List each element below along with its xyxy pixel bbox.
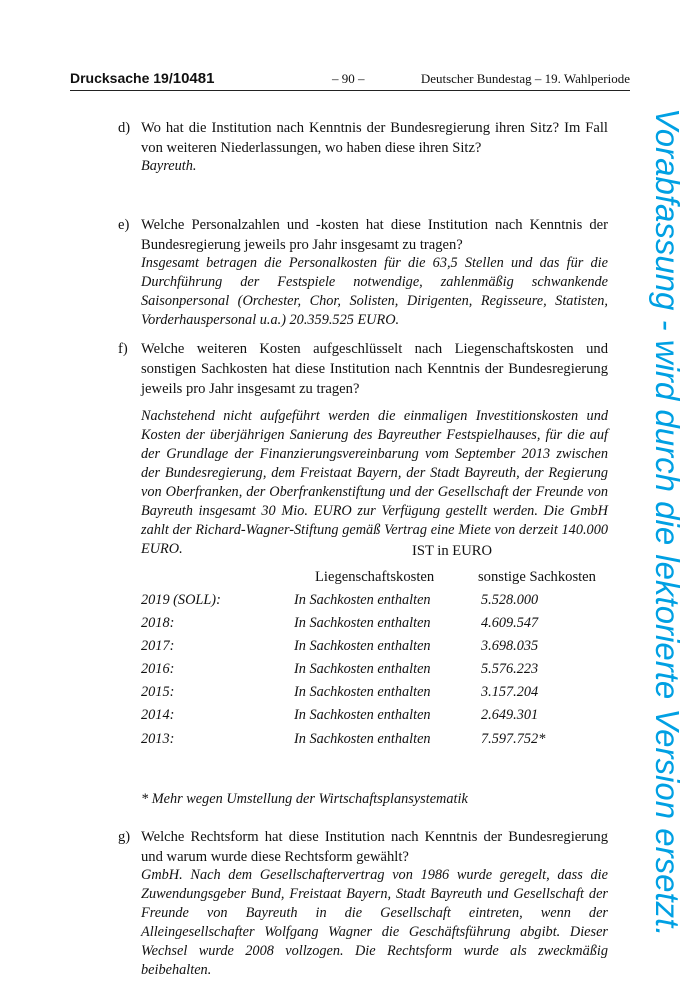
question-g [118, 827, 608, 867]
sach-cell: 3.698.035 [481, 638, 539, 654]
doc-label: Drucksache 19/ [70, 70, 173, 86]
table-row [141, 707, 581, 727]
sach-cell: 5.528.000 [481, 592, 539, 608]
publisher-line: Deutscher Bundestag – 19. Wahlperiode [420, 71, 630, 86]
year-cell: 2016: [141, 661, 175, 677]
table-row [141, 615, 581, 635]
question-text: Wo hat die Institution nach Kenntnis der Bundesregierung ihren Sitz? Im Fall von weiteren Niederlassungen, wo haben diese ihren Sitz? [141, 120, 608, 156]
question-d [118, 118, 608, 158]
liegenschaft-cell: In Sachkosten enthalten [294, 731, 431, 747]
doc-number: 10481 [172, 70, 215, 87]
question-text: Welche Rechtsform hat diese Institution nach Kenntnis der Bundesregierung und warum wurde diese Rechtsform gewählt? [141, 829, 608, 865]
answer-g: GmbH. Nach dem Gesellschaftervertrag von 1986 wurde geregelt, dass die Zuwendungsgeber Bund, Freistaat Bayern, Stadt Bayreuth und Gesellschaft der Freunde von Bayreuth in die Gesellschaft eintreten, wenn der Alleingesellschafter Wolfgang Wagner die Geschäftsführung abgibt. Dieser Wechsel wurde 2008 vollzogen. Die Rechtsform wurde als zweckmäßig beibehalten. [141, 867, 608, 978]
liegenschaft-cell: In Sachkosten enthalten [294, 661, 431, 677]
year-cell: 2019 (SOLL): [141, 592, 221, 608]
question-label: e) [118, 217, 130, 233]
sach-cell: 7.597.752* [481, 731, 546, 747]
answer-f: Nachstehend nicht aufgeführt werden die einmaligen Investitionskosten und Kosten der überjährigen Sanierung des Bayreuther Festspielhauses, für die auf der Grundlage der Finanzierungsvereinbarung vom September 2013 zwischen der Bundesregierung, dem Freistaat Bayern, der Stadt Bayreuth, der Regierung von Oberfranken, der Oberfrankenstiftung und der Gesellschaft der Freunde von Bayreuth insgesamt 30 Mio. EURO zur Verfügung gestellt werden. Die GmbH zahlt der Richard-Wagner-Stiftung gemäß Vertrag eine Miete von derzeit 140.000 EURO. [141, 408, 608, 557]
answer-d: Bayreuth. [141, 158, 197, 174]
table-row [141, 684, 581, 704]
question-label: d) [118, 120, 131, 136]
table-row [141, 731, 581, 751]
answer-e: Insgesamt betragen die Personalkosten für die 63,5 Stellen und das für die Durchführung der Festspiele notwendige, zahlenmäßig schwankende Saisonpersonal (Orchester, Chor, Solisten, Dirigenten, Regisseure, Statisten, Vorderhauspersonal u.a.) 20.359.525 EURO. [141, 255, 608, 328]
liegenschaft-cell: In Sachkosten enthalten [294, 615, 431, 631]
table-row [141, 661, 581, 681]
table-row [141, 592, 581, 612]
liegenschaft-cell: In Sachkosten enthalten [294, 638, 431, 654]
page-header [70, 70, 630, 90]
year-cell: 2018: [141, 615, 175, 631]
sach-cell: 2.649.301 [481, 707, 539, 723]
question-e [118, 215, 608, 255]
liegenschaft-cell: In Sachkosten enthalten [294, 684, 431, 700]
question-text: Welche weiteren Kosten aufgeschlüsselt nach Liegenschaftskosten und sonstigen Sachkosten hat diese Institution nach Kenntnis der Bundesregierung jeweils pro Jahr insgesamt zu tragen? [141, 341, 608, 397]
year-cell: 2013: [141, 731, 175, 747]
question-f [118, 339, 608, 399]
column-header-sachkosten: sonstige Sachkosten [478, 569, 596, 585]
footnote: * Mehr wegen Umstellung der Wirtschaftsplansystematik [141, 791, 468, 807]
document-number [70, 70, 214, 87]
question-label: g) [118, 829, 131, 845]
year-cell: 2017: [141, 638, 175, 654]
year-cell: 2015: [141, 684, 175, 700]
sach-cell: 4.609.547 [481, 615, 539, 631]
page-number: – 90 – [332, 71, 365, 86]
year-cell: 2014: [141, 707, 175, 723]
question-text: Welche Personalzahlen und -kosten hat diese Institution nach Kenntnis der Bundesregierung jeweils pro Jahr insgesamt zu tragen? [141, 217, 608, 253]
table-title: IST in EURO [412, 543, 493, 559]
column-header-liegenschaftskosten: Liegenschaftskosten [315, 569, 435, 585]
question-label: f) [118, 341, 128, 357]
liegenschaft-cell: In Sachkosten enthalten [294, 592, 431, 608]
liegenschaft-cell: In Sachkosten enthalten [294, 707, 431, 723]
table-row [141, 638, 581, 658]
header-rule [70, 90, 630, 91]
preliminary-version-watermark: Vorabfassung - wird durch die lektorierte Version ersetzt. [649, 108, 686, 937]
sach-cell: 3.157.204 [481, 684, 539, 700]
sach-cell: 5.576.223 [481, 661, 539, 677]
